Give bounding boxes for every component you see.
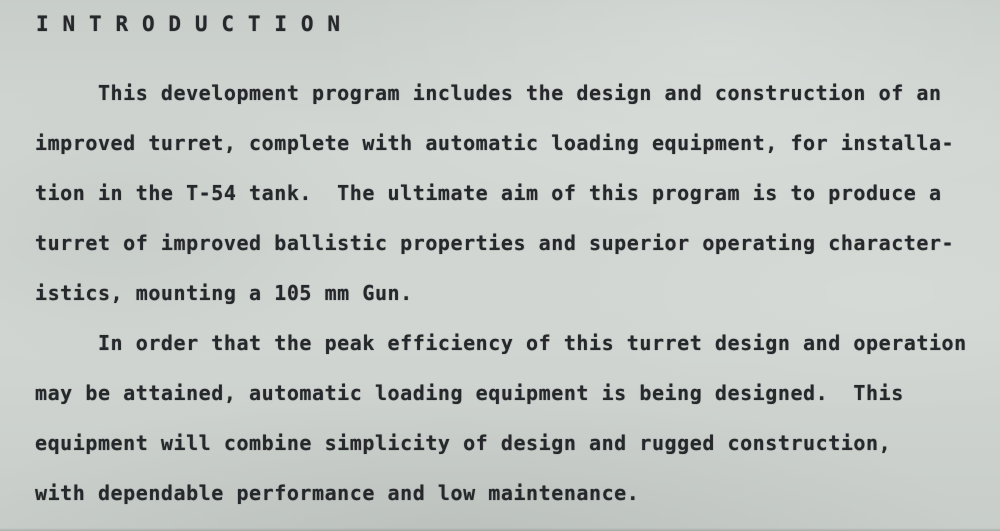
- text-line: turret of improved ballistic properties and superior operating character-: [35, 231, 955, 255]
- text-line: improved turret, complete with automatic loading equipment, for installa-: [35, 131, 955, 155]
- document-body: [35, 68, 980, 518]
- paragraph: [35, 318, 980, 518]
- paragraph: [35, 68, 980, 318]
- text-line: with dependable performance and low maintenance.: [35, 481, 640, 505]
- text-line: This development program includes the design and construction of an: [35, 81, 942, 105]
- text-line: tion in the T-54 tank. The ultimate aim of this program is to produce a: [35, 181, 942, 205]
- text-line: may be attained, automatic loading equipment is being designed. This: [35, 381, 904, 405]
- text-line: equipment will combine simplicity of design and rugged construction,: [35, 431, 892, 455]
- text-line: istics, mounting a 105 mm Gun.: [35, 281, 413, 305]
- document-heading: I N T R O D U C T I O N: [36, 12, 341, 36]
- text-line: In order that the peak efficiency of this turret design and operation: [35, 331, 967, 355]
